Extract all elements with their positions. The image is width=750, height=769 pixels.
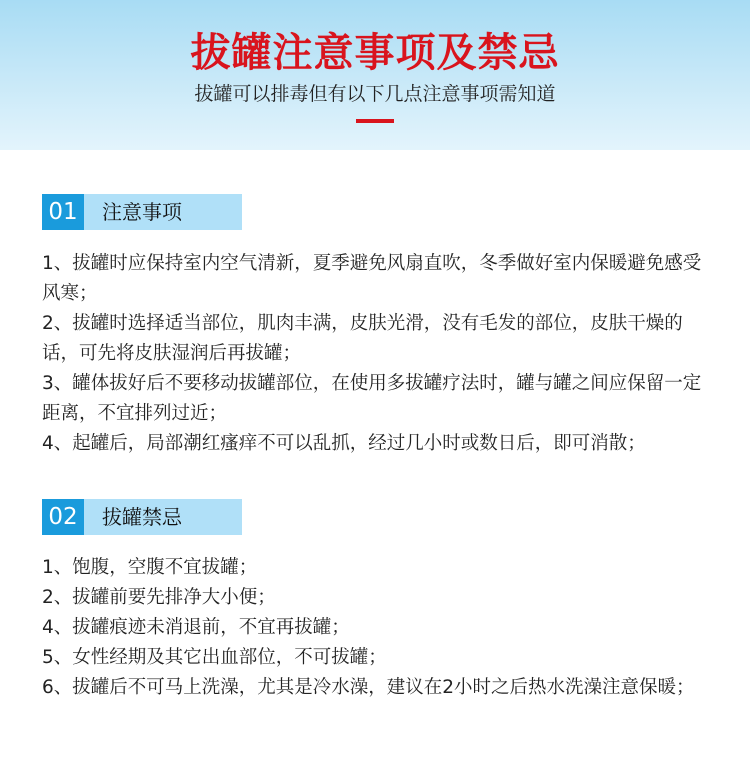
- list-item: 6、拔罐后不可马上洗澡，尤其是冷水澡，建议在2小时之后热水洗澡注意保暖；: [42, 677, 695, 698]
- section-title: 拔罐禁忌: [102, 505, 182, 529]
- title-accent-bar: [356, 119, 394, 123]
- contraindications-list: [42, 553, 712, 703]
- section-header-contraindications: [42, 499, 242, 535]
- list-item: 1、拔罐时应保持室内空气清新，夏季避免风扇直吹，冬季做好室内保暖避免感受风寒；: [42, 253, 702, 304]
- header-banner: [0, 0, 750, 150]
- section-header-notes: [42, 194, 242, 230]
- section-title: 注意事项: [102, 200, 182, 224]
- page-subtitle: 拔罐可以排毒但有以下几点注意事项需知道: [194, 83, 556, 105]
- list-item: 4、起罐后，局部潮红瘙痒不可以乱抓，经过几小时或数日后，即可消散；: [42, 433, 646, 454]
- section-number: 02: [42, 499, 84, 535]
- list-item: 5、女性经期及其它出血部位，不可拔罐；: [42, 647, 387, 668]
- list-item: 4、拔罐痕迹未消退前，不宜再拔罐；: [42, 617, 350, 638]
- notes-list: [42, 249, 712, 459]
- list-item: 2、拔罐时选择适当部位，肌肉丰满，皮肤光滑，没有毛发的部位，皮肤干燥的话，可先将皮肤湿润后再拔罐；: [42, 313, 683, 364]
- page-title: 拔罐注意事项及禁忌: [190, 29, 560, 76]
- list-item: 3、罐体拔好后不要移动拔罐部位，在使用多拔罐疗法时，罐与罐之间应保留一定距离，不宜排列过近；: [42, 373, 702, 424]
- list-item: 1、饱腹，空腹不宜拔罐；: [42, 557, 258, 578]
- list-item: 2、拔罐前要先排净大小便；: [42, 587, 276, 608]
- section-number: 01: [42, 194, 84, 230]
